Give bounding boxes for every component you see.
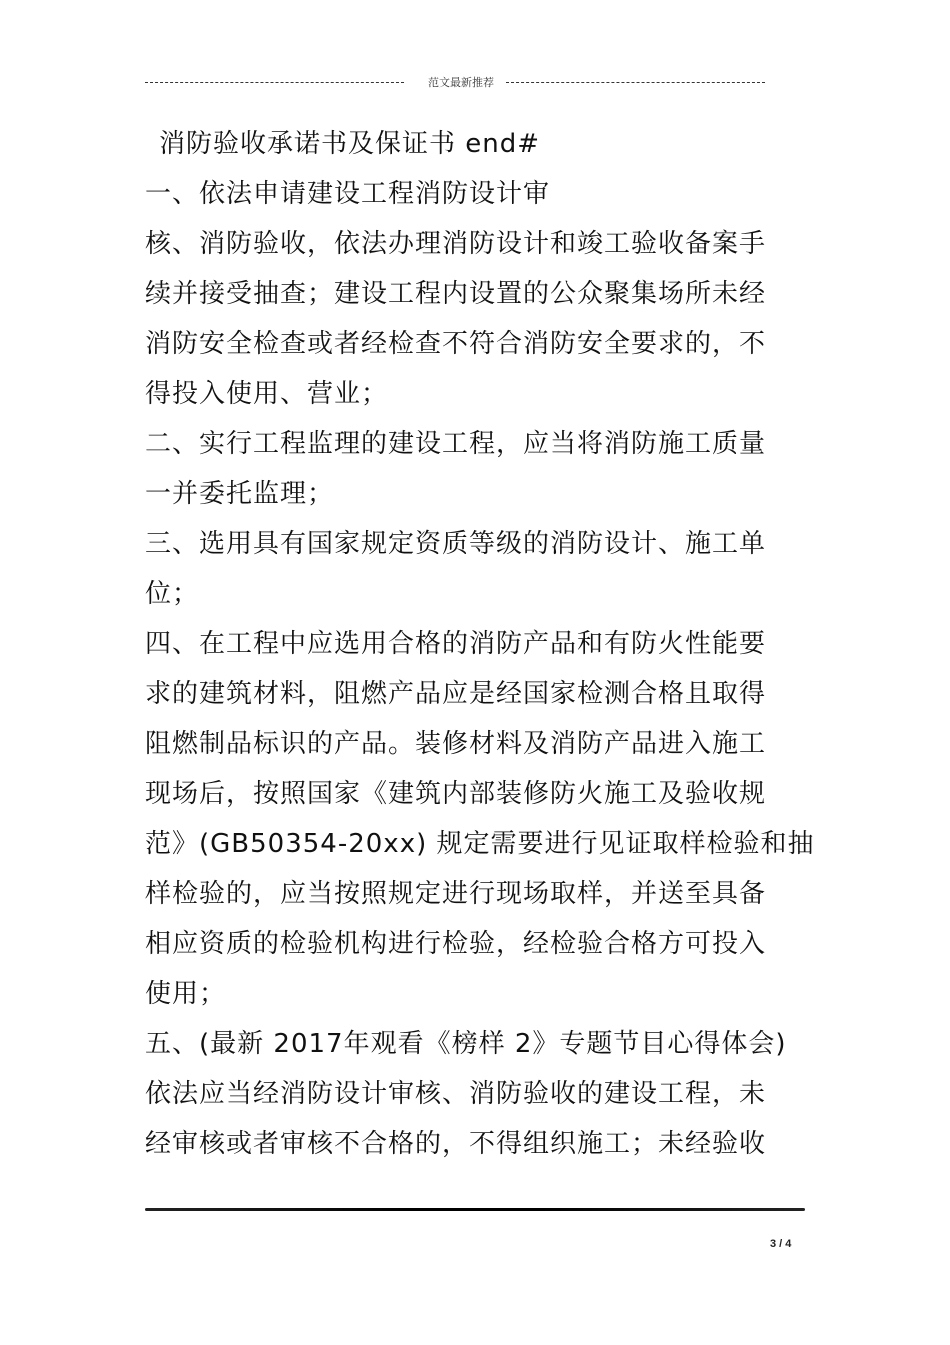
text-line: 核、消防验收，依法办理消防设计和竣工验收备案手 bbox=[145, 229, 767, 259]
text-line: 位； bbox=[145, 579, 200, 609]
text-line: 消防安全检查或者经检查不符合消防安全要求的，不 bbox=[145, 329, 767, 359]
text-line: 现场后，按照国家《建筑内部装修防火施工及验收规 bbox=[145, 779, 767, 809]
document-title: 消防验收承诺书及保证书 end# bbox=[159, 129, 541, 159]
text-line: 样检验的，应当按照规定进行现场取样，并送至具备 bbox=[145, 879, 767, 909]
text-line: 五、(最新 2017年观看《榜样 2》专题节目心得体会) bbox=[145, 1029, 787, 1059]
text-line: 经审核或者审核不合格的，不得组织施工；未经验收 bbox=[145, 1129, 767, 1159]
text-line: 二、实行工程监理的建设工程，应当将消防施工质量 bbox=[145, 429, 767, 459]
document-body bbox=[145, 119, 815, 1169]
page-number: 3 / 4 bbox=[770, 1238, 792, 1250]
text-line: 使用； bbox=[145, 979, 227, 1009]
footer-rule bbox=[145, 1208, 805, 1211]
text-line: 得投入使用、营业； bbox=[145, 379, 389, 409]
text-line: 一并委托监理； bbox=[145, 479, 335, 509]
header-dashed-rule-left bbox=[145, 82, 404, 83]
text-line: 三、选用具有国家规定资质等级的消防设计、施工单 bbox=[145, 529, 767, 559]
page-header bbox=[145, 72, 765, 92]
header-title: 范文最新推荐 bbox=[428, 76, 494, 89]
text-line: 依法应当经消防设计审核、消防验收的建设工程，未 bbox=[145, 1079, 767, 1109]
text-line: 相应资质的检验机构进行检验，经检验合格方可投入 bbox=[145, 929, 767, 959]
text-line: 范》(GB50354-20xx) 规定需要进行见证取样检验和抽 bbox=[145, 829, 815, 859]
text-line: 求的建筑材料，阻燃产品应是经国家检测合格且取得 bbox=[145, 679, 767, 709]
text-line: 阻燃制品标识的产品。装修材料及消防产品进入施工 bbox=[145, 729, 767, 759]
text-line: 四、在工程中应选用合格的消防产品和有防火性能要 bbox=[145, 629, 767, 659]
text-line: 一、依法申请建设工程消防设计审 bbox=[145, 179, 551, 209]
text-line: 续并接受抽查；建设工程内设置的公众聚集场所未经 bbox=[145, 279, 767, 309]
header-dashed-rule-right bbox=[506, 82, 765, 83]
